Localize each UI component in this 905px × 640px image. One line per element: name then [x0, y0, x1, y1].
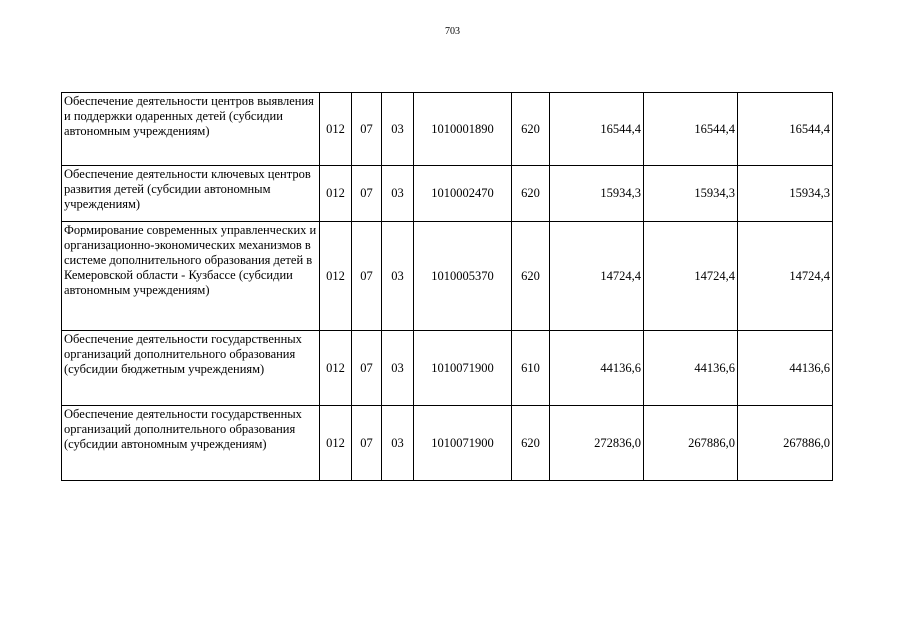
budget-table: [61, 92, 833, 481]
target-article-code: 1010005370: [414, 222, 512, 331]
expense-type-code: 620: [512, 93, 550, 166]
amount-year-1: 16544,4: [550, 93, 644, 166]
subsection-code: 03: [382, 93, 414, 166]
row-name: Обеспечение деятельности государственных организаций дополнительного образования (субсидии автономным учреждениям): [62, 406, 320, 481]
row-name: Обеспечение деятельности ключевых центров развития детей (субсидии автономным учреждениям): [62, 166, 320, 222]
ministry-code: 012: [320, 406, 352, 481]
section-code: 07: [352, 166, 382, 222]
amount-year-2: 44136,6: [644, 331, 738, 406]
subsection-code: 03: [382, 166, 414, 222]
ministry-code: 012: [320, 93, 352, 166]
section-code: 07: [352, 406, 382, 481]
amount-year-3: 15934,3: [738, 166, 833, 222]
amount-year-1: 14724,4: [550, 222, 644, 331]
amount-year-2: 15934,3: [644, 166, 738, 222]
row-name: Формирование современных управленческих и организационно-экономических механизмов в системе дополнительного образования детей в Кемеровской области - Кузбассе (субсидии автономным учреждениям): [62, 222, 320, 331]
section-code: 07: [352, 222, 382, 331]
target-article-code: 1010071900: [414, 406, 512, 481]
expense-type-code: 620: [512, 222, 550, 331]
row-name: Обеспечение деятельности центров выявления и поддержки одаренных детей (субсидии автономным учреждениям): [62, 93, 320, 166]
subsection-code: 03: [382, 222, 414, 331]
amount-year-3: 14724,4: [738, 222, 833, 331]
expense-type-code: 620: [512, 406, 550, 481]
ministry-code: 012: [320, 331, 352, 406]
amount-year-3: 44136,6: [738, 331, 833, 406]
subsection-code: 03: [382, 406, 414, 481]
section-code: 07: [352, 331, 382, 406]
target-article-code: 1010071900: [414, 331, 512, 406]
expense-type-code: 620: [512, 166, 550, 222]
amount-year-1: 272836,0: [550, 406, 644, 481]
amount-year-3: 267886,0: [738, 406, 833, 481]
target-article-code: 1010001890: [414, 93, 512, 166]
amount-year-1: 44136,6: [550, 331, 644, 406]
table-row: [62, 406, 833, 481]
target-article-code: 1010002470: [414, 166, 512, 222]
amount-year-2: 267886,0: [644, 406, 738, 481]
table-row: [62, 222, 833, 331]
ministry-code: 012: [320, 222, 352, 331]
amount-year-3: 16544,4: [738, 93, 833, 166]
row-name: Обеспечение деятельности государственных организаций дополнительного образования (субсидии бюджетным учреждениям): [62, 331, 320, 406]
expense-type-code: 610: [512, 331, 550, 406]
section-code: 07: [352, 93, 382, 166]
page-number: 703: [445, 26, 460, 37]
amount-year-2: 16544,4: [644, 93, 738, 166]
table-row: [62, 166, 833, 222]
table-row: [62, 93, 833, 166]
amount-year-1: 15934,3: [550, 166, 644, 222]
subsection-code: 03: [382, 331, 414, 406]
table-row: [62, 331, 833, 406]
amount-year-2: 14724,4: [644, 222, 738, 331]
ministry-code: 012: [320, 166, 352, 222]
